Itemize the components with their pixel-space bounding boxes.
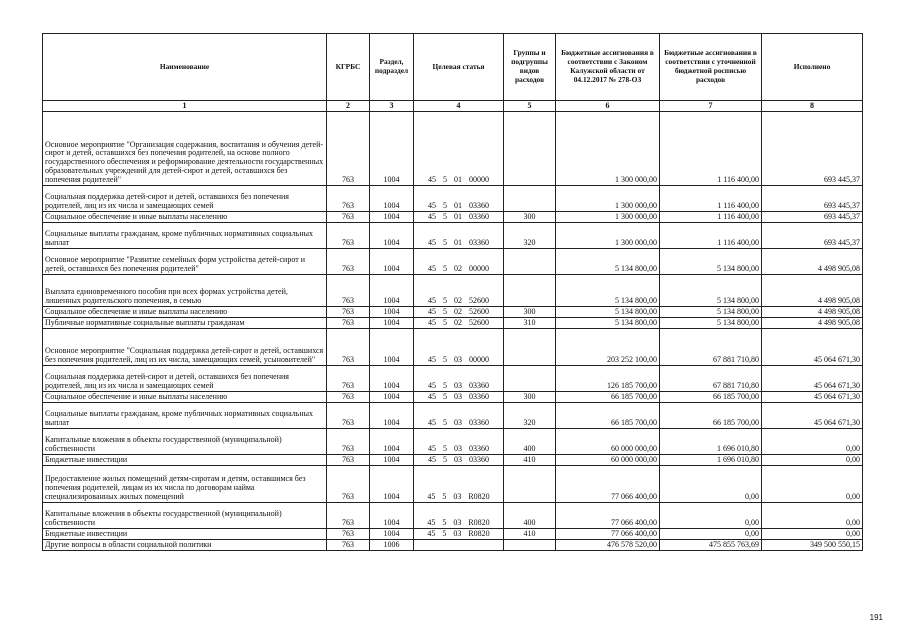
- cell-law-allocation: 5 134 800,00: [556, 248, 660, 274]
- cell-expense-group: 300: [504, 391, 556, 402]
- cell-name: Бюджетные инвестиции: [43, 528, 327, 539]
- column-number: 7: [660, 101, 762, 112]
- cell-law-allocation: 5 134 800,00: [556, 306, 660, 317]
- cell-budget-allocation: 5 134 800,00: [660, 248, 762, 274]
- cell-executed: 4 498 905,08: [762, 248, 863, 274]
- cell-target-article: 45 5 03 R0820: [414, 465, 504, 502]
- header-kgrbs: КГРБС: [327, 34, 370, 101]
- table-row: [43, 328, 863, 365]
- cell-executed: 4 498 905,08: [762, 317, 863, 328]
- cell-kgrbs: 763: [327, 111, 370, 185]
- cell-section: 1006: [370, 539, 414, 550]
- cell-target-article: 45 5 01 03360: [414, 185, 504, 211]
- cell-expense-group: 320: [504, 222, 556, 248]
- cell-expense-group: 300: [504, 306, 556, 317]
- cell-target-article: 45 5 03 03360: [414, 428, 504, 454]
- cell-budget-allocation: 67 881 710,80: [660, 365, 762, 391]
- cell-executed: 45 064 671,30: [762, 328, 863, 365]
- cell-expense-group: 310: [504, 317, 556, 328]
- table-row: [43, 274, 863, 306]
- cell-section: 1004: [370, 528, 414, 539]
- cell-expense-group: [504, 185, 556, 211]
- cell-executed: 693 445,37: [762, 211, 863, 222]
- cell-budget-allocation: 1 116 400,00: [660, 222, 762, 248]
- cell-law-allocation: 66 185 700,00: [556, 391, 660, 402]
- cell-kgrbs: 763: [327, 365, 370, 391]
- table-row: [43, 248, 863, 274]
- table-row: [43, 428, 863, 454]
- cell-target-article: 45 5 03 R0820: [414, 502, 504, 528]
- cell-executed: 45 064 671,30: [762, 391, 863, 402]
- header-section: Раздел, подраздел: [370, 34, 414, 101]
- column-number: 1: [43, 101, 327, 112]
- cell-executed: 45 064 671,30: [762, 402, 863, 428]
- header-name: Наименование: [43, 34, 327, 101]
- cell-kgrbs: 763: [327, 222, 370, 248]
- cell-executed: 693 445,37: [762, 111, 863, 185]
- cell-budget-allocation: 0,00: [660, 528, 762, 539]
- cell-section: 1004: [370, 248, 414, 274]
- cell-law-allocation: 476 578 520,00: [556, 539, 660, 550]
- cell-target-article: [414, 539, 504, 550]
- cell-law-allocation: 126 185 700,00: [556, 365, 660, 391]
- cell-target-article: 45 5 01 00000: [414, 111, 504, 185]
- column-number: 8: [762, 101, 863, 112]
- cell-target-article: 45 5 03 03360: [414, 402, 504, 428]
- cell-target-article: 45 5 03 00000: [414, 328, 504, 365]
- cell-expense-group: 410: [504, 528, 556, 539]
- header-row: [43, 34, 863, 101]
- cell-expense-group: [504, 539, 556, 550]
- column-number-row: [43, 101, 863, 112]
- cell-expense-group: 320: [504, 402, 556, 428]
- table-body: [43, 111, 863, 550]
- cell-name: Другие вопросы в области социальной политики: [43, 539, 327, 550]
- column-number: 2: [327, 101, 370, 112]
- cell-budget-allocation: 66 185 700,00: [660, 391, 762, 402]
- table-row: [43, 528, 863, 539]
- table-row: [43, 365, 863, 391]
- cell-budget-allocation: 5 134 800,00: [660, 306, 762, 317]
- header-target-article: Целевая статья: [414, 34, 504, 101]
- cell-executed: 45 064 671,30: [762, 365, 863, 391]
- cell-kgrbs: 763: [327, 391, 370, 402]
- cell-budget-allocation: 1 116 400,00: [660, 211, 762, 222]
- cell-name: Социальное обеспечение и иные выплаты населению: [43, 211, 327, 222]
- cell-executed: 0,00: [762, 502, 863, 528]
- cell-executed: 0,00: [762, 465, 863, 502]
- column-number: 3: [370, 101, 414, 112]
- cell-law-allocation: 77 066 400,00: [556, 465, 660, 502]
- cell-name: Основное мероприятие "Организация содержания, воспитания и обучения детей-сирот и детей, оставшихся без попечения родителей, на основе полного государственного обеспечения и реформирование деятельности государственных образовательных учреждений для детей-сирот и детей, оставшихся без попечения родителей": [43, 111, 327, 185]
- cell-law-allocation: 77 066 400,00: [556, 502, 660, 528]
- cell-budget-allocation: 5 134 800,00: [660, 274, 762, 306]
- cell-section: 1004: [370, 402, 414, 428]
- cell-kgrbs: 763: [327, 528, 370, 539]
- cell-section: 1004: [370, 222, 414, 248]
- cell-kgrbs: 763: [327, 317, 370, 328]
- cell-budget-allocation: 475 855 763,69: [660, 539, 762, 550]
- cell-executed: 0,00: [762, 428, 863, 454]
- cell-section: 1004: [370, 465, 414, 502]
- cell-law-allocation: 5 134 800,00: [556, 317, 660, 328]
- cell-target-article: 45 5 02 00000: [414, 248, 504, 274]
- cell-executed: 693 445,37: [762, 222, 863, 248]
- cell-budget-allocation: 66 185 700,00: [660, 402, 762, 428]
- cell-law-allocation: 77 066 400,00: [556, 528, 660, 539]
- cell-budget-allocation: 1 116 400,00: [660, 185, 762, 211]
- cell-name: Социальная поддержка детей-сирот и детей, оставшихся без попечения родителей, лиц из их числа и замещающих семей: [43, 365, 327, 391]
- header-expense-group: Группы и подгруппы видов расходов: [504, 34, 556, 101]
- cell-expense-group: [504, 365, 556, 391]
- cell-name: Бюджетные инвестиции: [43, 454, 327, 465]
- table-row: [43, 402, 863, 428]
- cell-target-article: 45 5 02 52600: [414, 306, 504, 317]
- table-row: [43, 222, 863, 248]
- cell-kgrbs: 763: [327, 428, 370, 454]
- cell-target-article: 45 5 02 52600: [414, 317, 504, 328]
- table-row: [43, 454, 863, 465]
- header-executed: Исполнено: [762, 34, 863, 101]
- cell-law-allocation: 203 252 100,00: [556, 328, 660, 365]
- cell-expense-group: 410: [504, 454, 556, 465]
- cell-kgrbs: 763: [327, 211, 370, 222]
- cell-name: Публичные нормативные социальные выплаты гражданам: [43, 317, 327, 328]
- cell-name: Капитальные вложения в объекты государственной (муниципальной) собственности: [43, 428, 327, 454]
- cell-name: Социальное обеспечение и иные выплаты населению: [43, 391, 327, 402]
- cell-executed: 0,00: [762, 528, 863, 539]
- cell-budget-allocation: 5 134 800,00: [660, 317, 762, 328]
- cell-section: 1004: [370, 365, 414, 391]
- cell-name: Социальные выплаты гражданам, кроме публичных нормативных социальных выплат: [43, 402, 327, 428]
- cell-executed: 4 498 905,08: [762, 306, 863, 317]
- cell-section: 1004: [370, 211, 414, 222]
- table-row: [43, 317, 863, 328]
- cell-target-article: 45 5 03 R0820: [414, 528, 504, 539]
- table-row: [43, 111, 863, 185]
- cell-expense-group: 400: [504, 502, 556, 528]
- cell-law-allocation: 5 134 800,00: [556, 274, 660, 306]
- cell-executed: 0,00: [762, 454, 863, 465]
- cell-section: 1004: [370, 391, 414, 402]
- cell-budget-allocation: 67 881 710,80: [660, 328, 762, 365]
- cell-law-allocation: 66 185 700,00: [556, 402, 660, 428]
- cell-budget-allocation: 1 116 400,00: [660, 111, 762, 185]
- cell-expense-group: [504, 328, 556, 365]
- cell-executed: 693 445,37: [762, 185, 863, 211]
- cell-target-article: 45 5 02 52600: [414, 274, 504, 306]
- cell-law-allocation: 60 000 000,00: [556, 428, 660, 454]
- cell-target-article: 45 5 03 03360: [414, 454, 504, 465]
- cell-section: 1004: [370, 317, 414, 328]
- table-row: [43, 211, 863, 222]
- cell-law-allocation: 1 300 000,00: [556, 211, 660, 222]
- cell-name: Выплата единовременного пособия при всех формах устройства детей, лишенных родительского попечения, в семью: [43, 274, 327, 306]
- cell-expense-group: [504, 111, 556, 185]
- cell-target-article: 45 5 01 03360: [414, 222, 504, 248]
- cell-section: 1004: [370, 274, 414, 306]
- cell-kgrbs: 763: [327, 539, 370, 550]
- header-budget-allocations: Бюджетные ассигнования в соответствии с уточненной бюджетной росписью расходов: [660, 34, 762, 101]
- cell-law-allocation: 1 300 000,00: [556, 222, 660, 248]
- cell-section: 1004: [370, 111, 414, 185]
- cell-expense-group: [504, 274, 556, 306]
- table-row: [43, 306, 863, 317]
- column-number: 6: [556, 101, 660, 112]
- cell-name: Социальное обеспечение и иные выплаты населению: [43, 306, 327, 317]
- cell-name: Основное мероприятие "Социальная поддержка детей-сирот и детей, оставшихся без попечения родителей, лиц из их числа, замещающих семей, усыновителей": [43, 328, 327, 365]
- cell-budget-allocation: 1 696 010,80: [660, 428, 762, 454]
- cell-name: Основное мероприятие "Развитие семейных форм устройства детей-сирот и детей, оставшихся без попечения родителей": [43, 248, 327, 274]
- table-row: [43, 391, 863, 402]
- cell-expense-group: [504, 248, 556, 274]
- table-row: [43, 539, 863, 550]
- cell-kgrbs: 763: [327, 465, 370, 502]
- cell-expense-group: [504, 465, 556, 502]
- cell-executed: 349 500 550,15: [762, 539, 863, 550]
- cell-section: 1004: [370, 306, 414, 317]
- cell-target-article: 45 5 03 03360: [414, 365, 504, 391]
- cell-kgrbs: 763: [327, 306, 370, 317]
- cell-budget-allocation: 0,00: [660, 502, 762, 528]
- cell-target-article: 45 5 03 03360: [414, 391, 504, 402]
- cell-expense-group: 300: [504, 211, 556, 222]
- cell-kgrbs: 763: [327, 328, 370, 365]
- table-row: [43, 465, 863, 502]
- cell-kgrbs: 763: [327, 274, 370, 306]
- cell-kgrbs: 763: [327, 248, 370, 274]
- cell-kgrbs: 763: [327, 185, 370, 211]
- cell-section: 1004: [370, 428, 414, 454]
- cell-kgrbs: 763: [327, 402, 370, 428]
- cell-kgrbs: 763: [327, 454, 370, 465]
- cell-name: Социальная поддержка детей-сирот и детей, оставшихся без попечения родителей, лиц из их числа и замещающих семей: [43, 185, 327, 211]
- table-row: [43, 185, 863, 211]
- cell-name: Капитальные вложения в объекты государственной (муниципальной) собственности: [43, 502, 327, 528]
- page-number: 191: [869, 613, 883, 622]
- cell-expense-group: 400: [504, 428, 556, 454]
- header-law-allocations: Бюджетные ассигнования в соответствии с Законом Калужской области от 04.12.2017 № 278-ОЗ: [556, 34, 660, 101]
- cell-section: 1004: [370, 454, 414, 465]
- cell-name: Социальные выплаты гражданам, кроме публичных нормативных социальных выплат: [43, 222, 327, 248]
- cell-budget-allocation: 1 696 010,80: [660, 454, 762, 465]
- cell-law-allocation: 60 000 000,00: [556, 454, 660, 465]
- table-row: [43, 502, 863, 528]
- cell-section: 1004: [370, 185, 414, 211]
- cell-section: 1004: [370, 502, 414, 528]
- cell-budget-allocation: 0,00: [660, 465, 762, 502]
- cell-executed: 4 498 905,08: [762, 274, 863, 306]
- cell-kgrbs: 763: [327, 502, 370, 528]
- column-number: 5: [504, 101, 556, 112]
- cell-law-allocation: 1 300 000,00: [556, 111, 660, 185]
- column-number: 4: [414, 101, 504, 112]
- cell-target-article: 45 5 01 03360: [414, 211, 504, 222]
- cell-law-allocation: 1 300 000,00: [556, 185, 660, 211]
- cell-name: Предоставление жилых помещений детям-сиротам и детям, оставшимся без попечения родителей, лицам из их числа по договорам найма специализированных жилых помещений: [43, 465, 327, 502]
- budget-execution-table: [42, 33, 863, 551]
- cell-section: 1004: [370, 328, 414, 365]
